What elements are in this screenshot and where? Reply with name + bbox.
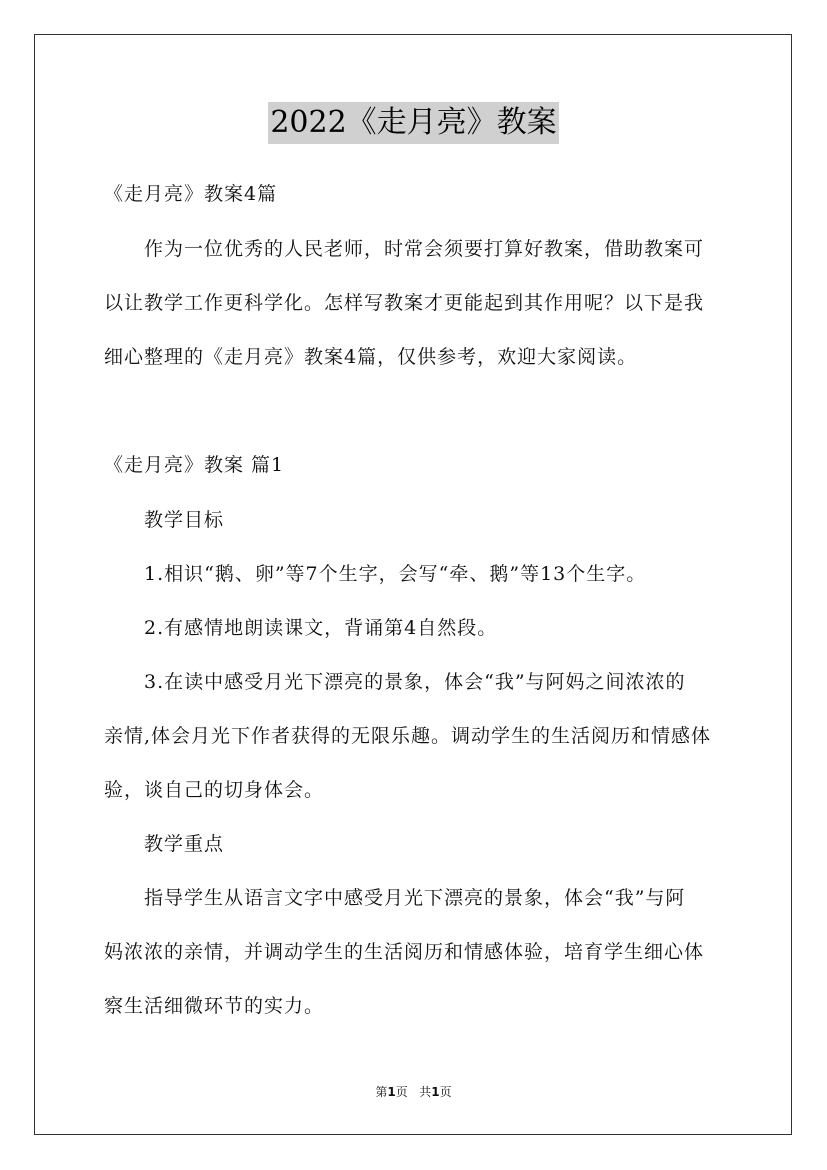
objective-3-line-1: 3.在读中感受月光下漂亮的景象，体会“我”与阿妈之间浓浓的 bbox=[144, 671, 686, 693]
key-points-heading: 教学重点 bbox=[144, 833, 225, 855]
intro-line-2: 以让教学工作更科学化。怎样写教案才更能起到其作用呢？以下是我 bbox=[104, 292, 705, 314]
objective-2: 2.有感情地朗读课文，背诵第4自然段。 bbox=[144, 617, 498, 639]
objectives-heading: 教学目标 bbox=[144, 509, 225, 531]
objective-3-line-3: 验，谈自己的切身体会。 bbox=[104, 779, 325, 801]
key-points-line-1: 指导学生从语言文字中感受月光下漂亮的景象，体会“我”与阿 bbox=[144, 887, 686, 909]
total-suffix: 页 bbox=[439, 1085, 452, 1099]
page-suffix: 页 bbox=[395, 1085, 408, 1099]
title-container bbox=[0, 102, 827, 144]
total-prefix: 共 bbox=[419, 1085, 432, 1099]
objective-3-line-2: 亲情,体会月光下作者获得的无限乐趣。调动学生的生活阅历和情感体 bbox=[104, 725, 712, 747]
page-footer bbox=[0, 1083, 827, 1100]
page-number: 1 bbox=[387, 1085, 396, 1099]
key-points-line-3: 察生活细微环节的实力。 bbox=[104, 995, 325, 1017]
key-points-line-2: 妈浓浓的亲情，并调动学生的生活阅历和情感体验，培育学生细心体 bbox=[104, 941, 705, 963]
objective-1: 1.相识“鹅、卵”等7个生字，会写“牵、鹅”等13个生字。 bbox=[144, 563, 647, 585]
document-title: 2022《走月亮》教案 bbox=[268, 102, 558, 144]
intro-line-3: 细心整理的《走月亮》教案4篇，仅供参考，欢迎大家阅读。 bbox=[104, 346, 638, 368]
subtitle: 《走月亮》教案4篇 bbox=[104, 183, 278, 205]
section-heading: 《走月亮》教案 篇1 bbox=[104, 454, 285, 476]
intro-line-1: 作为一位优秀的人民老师，时常会须要打算好教案，借助教案可 bbox=[144, 238, 705, 260]
page-prefix: 第 bbox=[375, 1085, 388, 1099]
total-pages: 1 bbox=[431, 1085, 440, 1099]
